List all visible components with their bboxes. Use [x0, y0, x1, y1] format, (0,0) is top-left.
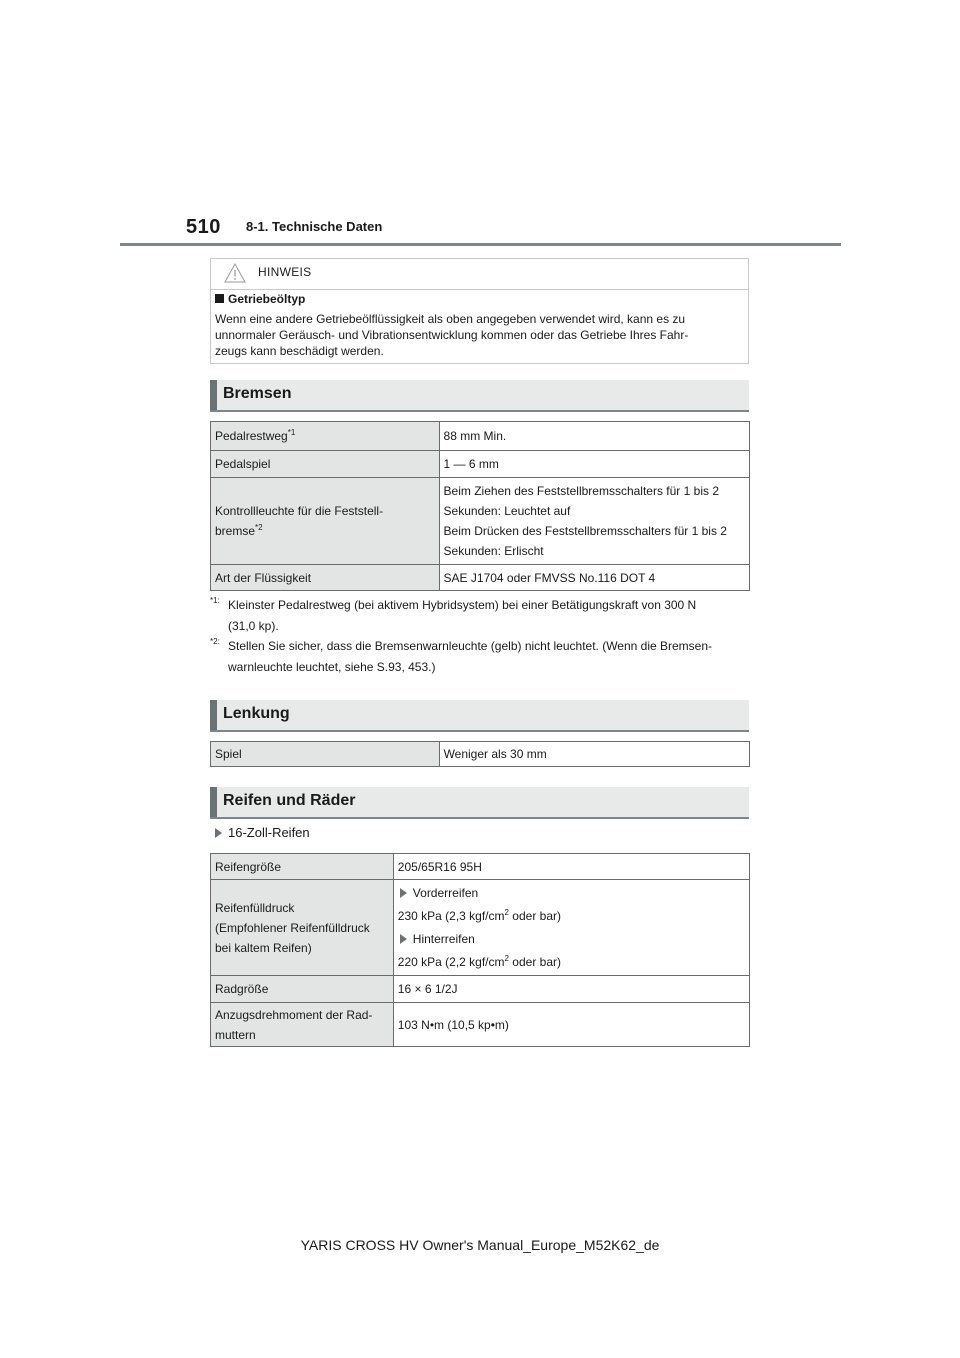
value-line — [398, 904, 745, 928]
brakes-table — [210, 421, 750, 591]
value-line: Beim Ziehen des Feststellbremsschalters für 1 bis 2 — [443, 484, 719, 498]
footnote-line: Stellen Sie sicher, dass die Bremsenwarnleuchte (gelb) nicht leuchtet. (Wenn die Bremsen- — [228, 639, 713, 653]
table-row — [211, 451, 750, 478]
notice-subtitle — [215, 292, 305, 306]
notice-line: unnormaler Geräusch- und Vibrationsentwicklung kommen oder das Getriebe Ihres Fahr- — [215, 328, 689, 342]
value-line: Beim Drücken des Feststellbremsschalters für 1 bis 2 — [443, 524, 727, 538]
notice-line: zeugs kann beschädigt werden. — [215, 344, 384, 358]
label-line: muttern — [215, 1027, 256, 1042]
label-line: (Empfohlener Reifenfülldruck — [215, 920, 370, 935]
table-label — [211, 880, 394, 976]
section-title-steering: Lenkung — [223, 705, 290, 722]
table-row — [211, 976, 750, 1003]
label-line — [215, 521, 435, 541]
table-label: Radgröße — [211, 976, 394, 1003]
footnote-line: Kleinster Pedalrestweg (bei aktivem Hybridsystem) bei einer Betätigungskraft von 300 N — [228, 598, 697, 612]
notice-box — [210, 258, 749, 364]
triangle-bullet-icon — [400, 934, 407, 944]
notice-header — [211, 259, 748, 290]
section-title-tires: Reifen und Räder — [223, 792, 356, 809]
value-line: Sekunden: Erlischt — [443, 544, 544, 558]
table-value: 103 N•m (10,5 kp•m) — [393, 1003, 749, 1047]
table-row — [211, 1003, 750, 1047]
table-label: Reifengröße — [211, 854, 394, 880]
subheading-text: 16-Zoll-Reifen — [228, 825, 310, 840]
table-value: 88 mm Min. — [439, 422, 749, 451]
label-line: Kontrollleuchte für die Feststell- — [215, 504, 384, 518]
warning-icon — [224, 263, 246, 283]
section-marker — [210, 787, 217, 817]
label-text: Pedalrestweg — [215, 429, 288, 443]
value-line: Sekunden: Leuchtet auf — [443, 504, 571, 518]
exponent: 2 — [504, 953, 509, 963]
rear-tire-label: Hinterreifen — [412, 931, 475, 946]
triangle-bullet-icon — [215, 828, 222, 838]
exponent: 2 — [504, 907, 509, 917]
section-title-brakes: Bremsen — [223, 385, 292, 402]
label-line: Reifenfülldruck — [215, 900, 295, 915]
footnote: *1: Kleinster Pedalrestweg (bei aktivem Hybridsystem) bei einer Betätigungskraft von 300 N (31,0 kp). — [210, 596, 755, 635]
label-text: bremse — [215, 524, 256, 538]
value-line — [398, 950, 745, 974]
table-value — [393, 880, 749, 976]
table-row — [211, 880, 750, 976]
rear-pressure-unit: oder bar) — [508, 954, 561, 969]
footnote-marker-text: *2 — [210, 637, 218, 646]
table-row — [211, 422, 750, 451]
footnote: *2: Stellen Sie sicher, dass die Bremsenwarnleuchte (gelb) nicht leuchtet. (Wenn die Bremsen- warnleuchte leuchtet, siehe S.93, 453.) — [210, 637, 755, 676]
section-title: 8-1. Technische Daten — [246, 219, 383, 234]
square-bullet-icon — [215, 294, 224, 303]
label-line: Anzugsdrehmoment der Rad- — [215, 1007, 373, 1022]
table-value: 205/65R16 95H — [393, 854, 749, 880]
section-marker — [210, 700, 217, 730]
value-line — [398, 882, 745, 904]
table-value: 16 × 6 1/2J — [393, 976, 749, 1003]
table-label: Art der Flüssigkeit — [211, 565, 440, 591]
table-row — [211, 478, 750, 565]
table-value: 1 — 6 mm — [439, 451, 749, 478]
notice-text — [215, 311, 745, 359]
label-line: bei kaltem Reifen) — [215, 940, 312, 955]
page-footer: YARIS CROSS HV Owner's Manual_Europe_M52K62_de — [300, 1237, 660, 1253]
steering-table — [210, 741, 750, 767]
notice-title: HINWEIS — [258, 265, 312, 279]
table-value: Weniger als 30 mm — [439, 742, 749, 767]
section-header-steering — [210, 700, 749, 732]
triangle-bullet-icon — [400, 888, 407, 898]
subheading — [213, 825, 310, 840]
table-label — [211, 478, 440, 565]
page-number: 510 — [186, 216, 221, 238]
notice-line: Wenn eine andere Getriebeölflüssigkeit als oben angegeben verwendet wird, kann es zu — [215, 312, 686, 326]
header-divider — [120, 243, 841, 246]
section-marker — [210, 380, 217, 410]
section-header-brakes — [210, 380, 749, 412]
footnote-ref: *2 — [255, 523, 263, 532]
notice-subtitle-text: Getriebeöltyp — [228, 292, 306, 306]
front-pressure-unit: oder bar) — [508, 908, 561, 923]
table-row — [211, 742, 750, 767]
table-label: Spiel — [211, 742, 440, 767]
table-label — [211, 422, 440, 451]
table-label: Pedalspiel — [211, 451, 440, 478]
table-label — [211, 1003, 394, 1047]
footnote-ref: *1 — [287, 428, 296, 437]
rear-pressure: 220 kPa (2,2 kgf/cm — [397, 954, 505, 969]
footnote-line: warnleuchte leuchtet, siehe S.93, 453.) — [228, 660, 436, 674]
front-pressure: 230 kPa (2,3 kgf/cm — [397, 908, 505, 923]
table-value: SAE J1704 oder FMVSS No.116 DOT 4 — [439, 565, 749, 591]
section-header-tires — [210, 787, 749, 819]
footnote-line: (31,0 kp). — [228, 619, 279, 633]
table-row — [211, 565, 750, 591]
table-value — [439, 478, 749, 565]
table-row — [211, 854, 750, 880]
value-line — [398, 928, 745, 950]
tires-table — [210, 853, 750, 1047]
footnote-marker-text: *1 — [210, 596, 218, 605]
front-tire-label: Vorderreifen — [412, 885, 479, 900]
